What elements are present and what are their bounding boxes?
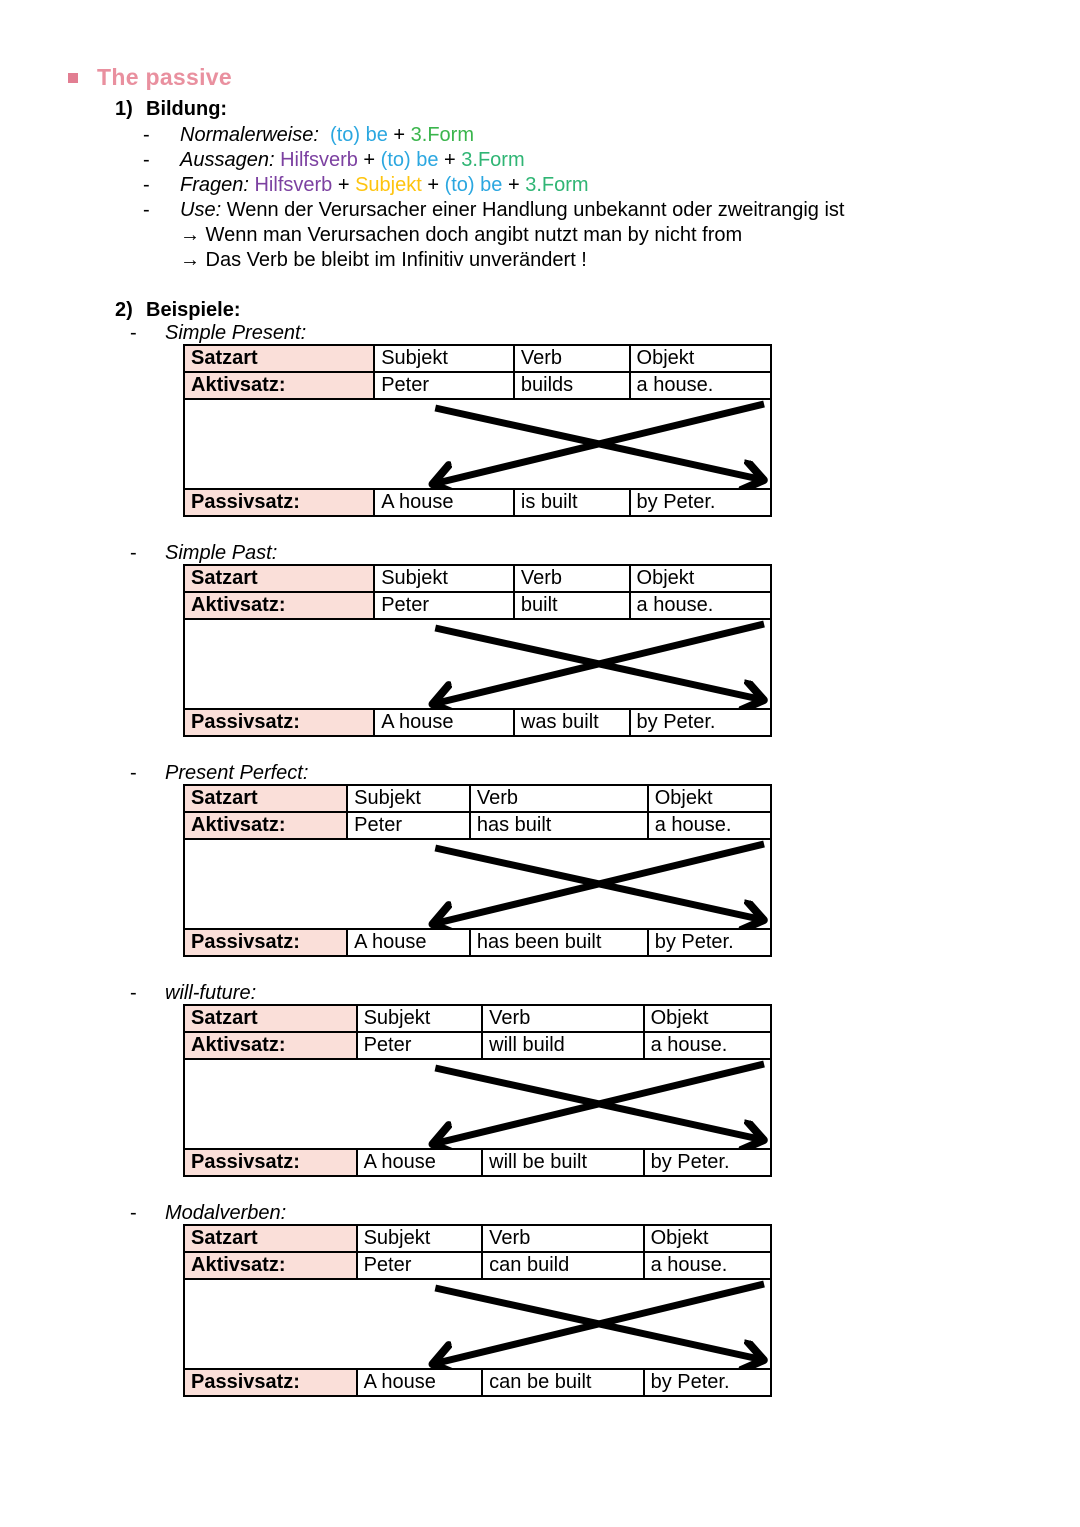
bildung-line-text — [180, 223, 742, 248]
bildung-heading — [115, 96, 1040, 122]
text-segment: → Das Verb be bleibt im Infinitiv unverändert ! — [180, 249, 587, 271]
passiv-subject-cell: A house — [357, 1149, 483, 1176]
aktivsatz-label: Aktivsatz: — [184, 1252, 357, 1279]
tense-label: Present Perfect: — [165, 762, 309, 784]
passivsatz-label: Passivsatz: — [184, 929, 347, 956]
header-subjekt: Subjekt — [357, 1225, 483, 1252]
tense-label: Simple Present: — [165, 322, 307, 344]
arrow-row — [184, 399, 771, 489]
aktiv-object-cell: a house. — [644, 1252, 771, 1279]
table-row — [184, 345, 771, 372]
header-verb: Verb — [482, 1005, 643, 1032]
arrow-row — [184, 619, 771, 709]
aktiv-subject-cell: Peter — [374, 372, 514, 399]
table-row — [184, 812, 771, 839]
passive-table — [183, 564, 772, 737]
aktivsatz-label: Aktivsatz: — [184, 592, 374, 619]
bildung-line — [143, 173, 1040, 198]
header-verb: Verb — [482, 1225, 643, 1252]
header-objekt: Objekt — [644, 1225, 771, 1252]
example-label-row — [130, 1203, 1040, 1224]
bildung-line — [180, 248, 1040, 273]
swap-arrows-figure — [185, 1280, 770, 1368]
bildung-line — [143, 198, 1040, 223]
text-segment: Hilfsverb — [280, 149, 358, 171]
aktivsatz-label: Aktivsatz: — [184, 1032, 357, 1059]
header-subjekt: Subjekt — [357, 1005, 483, 1032]
dash-bullet: - — [143, 174, 150, 196]
text-segment: + — [421, 174, 445, 196]
header-objekt: Objekt — [630, 345, 771, 372]
dash-bullet: - — [143, 124, 150, 146]
aktiv-object-cell: a house. — [630, 592, 771, 619]
arrow-row — [184, 1279, 771, 1369]
example-label-row — [130, 763, 1040, 784]
arrow-cell — [184, 1279, 771, 1369]
swap-arrows-figure — [185, 400, 770, 488]
table-row — [184, 1369, 771, 1396]
header-objekt: Objekt — [644, 1005, 771, 1032]
passive-table — [183, 344, 772, 517]
aktivsatz-label: Aktivsatz: — [184, 812, 347, 839]
table-row — [184, 1032, 771, 1059]
passiv-subject-cell: A house — [374, 489, 514, 516]
text-segment: (to) be — [380, 149, 439, 171]
tense-label: will-future: — [165, 982, 257, 1004]
passiv-agent-cell: by Peter. — [630, 489, 771, 516]
example-label-row — [130, 323, 1040, 344]
arrow-cell — [184, 399, 771, 489]
swap-arrows-figure — [185, 840, 770, 928]
text-segment: + — [387, 124, 411, 146]
passivsatz-label: Passivsatz: — [184, 709, 374, 736]
passiv-verb-cell: is built — [514, 489, 630, 516]
beispiele-heading-number: 2) — [115, 299, 133, 321]
text-segment: (to) be — [324, 124, 388, 146]
bildung-line-text — [180, 148, 525, 173]
passiv-verb-cell: was built — [514, 709, 630, 736]
section-title-row — [68, 64, 1040, 90]
table-row — [184, 1005, 771, 1032]
header-satzart: Satzart — [184, 1225, 357, 1252]
aktiv-subject-cell: Peter — [347, 812, 470, 839]
bildung-line — [180, 223, 1040, 248]
bildung-line — [143, 123, 1040, 148]
aktiv-subject-cell: Peter — [357, 1252, 483, 1279]
header-objekt: Objekt — [648, 785, 771, 812]
text-segment: Use: — [180, 199, 227, 221]
bildung-line — [143, 148, 1040, 173]
aktiv-verb-cell: will build — [482, 1032, 643, 1059]
passiv-subject-cell: A house — [374, 709, 514, 736]
bildung-line-text — [180, 198, 844, 223]
text-segment: 3.Form — [410, 124, 474, 146]
header-satzart: Satzart — [184, 785, 347, 812]
passiv-subject-cell: A house — [357, 1369, 483, 1396]
aktiv-verb-cell: built — [514, 592, 630, 619]
aktiv-verb-cell: has built — [470, 812, 648, 839]
text-segment: Normalerweise: — [180, 124, 325, 146]
passiv-agent-cell: by Peter. — [644, 1149, 771, 1176]
dash-bullet: - — [130, 1202, 137, 1224]
examples-list — [68, 323, 1040, 1397]
bildung-line-text — [180, 173, 589, 198]
table-row — [184, 1252, 771, 1279]
arrow-row — [184, 1059, 771, 1149]
bildung-line-text — [180, 248, 587, 273]
text-segment: + — [357, 149, 381, 171]
example-block — [68, 543, 1040, 737]
passiv-verb-cell: can be built — [482, 1369, 643, 1396]
passive-table — [183, 1004, 772, 1177]
dash-bullet: - — [130, 542, 137, 564]
arrow-row — [184, 839, 771, 929]
bildung-heading-label: Bildung: — [146, 98, 228, 120]
aktivsatz-label: Aktivsatz: — [184, 372, 374, 399]
text-segment: + — [438, 149, 462, 171]
bildung-heading-number: 1) — [115, 98, 133, 120]
passiv-verb-cell: will be built — [482, 1149, 643, 1176]
header-objekt: Objekt — [630, 565, 771, 592]
passiv-agent-cell: by Peter. — [630, 709, 771, 736]
table-row — [184, 372, 771, 399]
bullet-square-icon — [68, 73, 78, 83]
text-segment: Fragen: — [180, 174, 255, 196]
text-segment: (to) be — [444, 174, 503, 196]
header-verb: Verb — [514, 565, 630, 592]
table-row — [184, 1149, 771, 1176]
text-segment: Aussagen: — [180, 149, 281, 171]
text-segment: 3.Form — [461, 149, 525, 171]
passive-table — [183, 1224, 772, 1397]
example-block — [68, 983, 1040, 1177]
passivsatz-label: Passivsatz: — [184, 489, 374, 516]
example-block — [68, 763, 1040, 957]
header-subjekt: Subjekt — [374, 345, 514, 372]
example-block — [68, 323, 1040, 517]
passivsatz-label: Passivsatz: — [184, 1369, 357, 1396]
header-verb: Verb — [514, 345, 630, 372]
aktiv-object-cell: a house. — [648, 812, 771, 839]
text-segment: → Wenn man Verursachen doch angibt nutzt man by nicht from — [180, 224, 743, 246]
beispiele-heading — [115, 297, 1040, 323]
header-verb: Verb — [470, 785, 648, 812]
dash-bullet: - — [130, 762, 137, 784]
dash-bullet: - — [143, 199, 150, 221]
dash-bullet: - — [143, 149, 150, 171]
example-label-row — [130, 543, 1040, 564]
arrow-cell — [184, 1059, 771, 1149]
text-segment: Wenn der Verursacher einer Handlung unbekannt oder zweitrangig ist — [226, 199, 845, 221]
swap-arrows-figure — [185, 620, 770, 708]
aktiv-object-cell: a house. — [644, 1032, 771, 1059]
text-segment: 3.Form — [525, 174, 589, 196]
passiv-agent-cell: by Peter. — [644, 1369, 771, 1396]
tense-label: Modalverben: — [165, 1202, 287, 1224]
text-segment: + — [502, 174, 526, 196]
passiv-agent-cell: by Peter. — [648, 929, 771, 956]
passiv-verb-cell: has been built — [470, 929, 648, 956]
page-title: The passive — [97, 64, 232, 90]
table-row — [184, 1225, 771, 1252]
table-row — [184, 592, 771, 619]
aktiv-subject-cell: Peter — [357, 1032, 483, 1059]
aktiv-subject-cell: Peter — [374, 592, 514, 619]
arrow-cell — [184, 839, 771, 929]
dash-bullet: - — [130, 322, 137, 344]
bildung-list — [68, 123, 1040, 273]
dash-bullet: - — [130, 982, 137, 1004]
header-satzart: Satzart — [184, 345, 374, 372]
table-row — [184, 929, 771, 956]
header-subjekt: Subjekt — [374, 565, 514, 592]
table-row — [184, 489, 771, 516]
tense-label: Simple Past: — [165, 542, 278, 564]
beispiele-heading-label: Beispiele: — [146, 299, 241, 321]
arrow-cell — [184, 619, 771, 709]
example-block — [68, 1203, 1040, 1397]
header-satzart: Satzart — [184, 565, 374, 592]
swap-arrows-figure — [185, 1060, 770, 1148]
passive-table — [183, 784, 772, 957]
aktiv-verb-cell: builds — [514, 372, 630, 399]
example-label-row — [130, 983, 1040, 1004]
aktiv-verb-cell: can build — [482, 1252, 643, 1279]
aktiv-object-cell: a house. — [630, 372, 771, 399]
table-row — [184, 709, 771, 736]
header-satzart: Satzart — [184, 1005, 357, 1032]
bildung-line-text — [180, 123, 474, 148]
table-row — [184, 785, 771, 812]
table-row — [184, 565, 771, 592]
passiv-subject-cell: A house — [347, 929, 470, 956]
text-segment: + — [332, 174, 356, 196]
text-segment: Hilfsverb — [254, 174, 333, 196]
text-segment: Subjekt — [355, 174, 422, 196]
header-subjekt: Subjekt — [347, 785, 470, 812]
passivsatz-label: Passivsatz: — [184, 1149, 357, 1176]
